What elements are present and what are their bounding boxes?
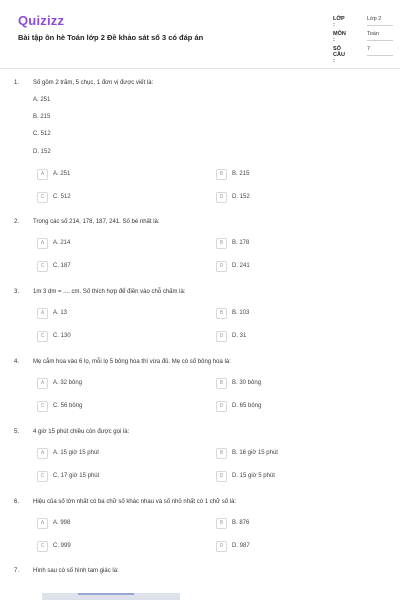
listed-option: A. 251 (33, 97, 51, 103)
option-letter-box: C (37, 192, 48, 203)
option-text: B. 103 (232, 310, 250, 316)
question-number: 6. (14, 499, 20, 505)
question-text: Trong các số 214, 178, 187, 241. Số bé nhất là: (33, 219, 160, 225)
meta-subject-underline (367, 40, 393, 41)
option-text: A. 998 (53, 520, 71, 526)
listed-option: D. 152 (33, 149, 51, 155)
question-text: 4 giờ 15 phút chiều còn được gọi là: (33, 429, 130, 435)
triangle-figure-image (42, 593, 180, 600)
option-text: C. 130 (53, 333, 71, 339)
option-text: B. 16 giờ 15 phút (232, 450, 278, 456)
meta-count-label: SỐ CÂU : (333, 46, 345, 64)
meta-subject-label: MÔN : (333, 31, 346, 43)
listed-option: B. 215 (33, 114, 51, 120)
option-letter-box: B (216, 378, 227, 389)
figure-top-edge (78, 593, 134, 595)
question-number: 7. (14, 568, 20, 574)
question-text: Số gồm 2 trăm, 5 chục, 1 đơn vị được viết là: (33, 80, 154, 86)
option-text: C. 56 bông (53, 403, 83, 409)
option-text: D. 65 bông (232, 403, 262, 409)
option-letter-box: A (37, 518, 48, 529)
question-number: 3. (14, 289, 20, 295)
worksheet-title: Bài tập ôn hè Toán lớp 2 Đề khảo sát số 3 có đáp án (18, 33, 204, 42)
meta-class-label: LỚP : (333, 16, 345, 28)
option-text: D. 987 (232, 543, 250, 549)
option-text: D. 31 (232, 333, 247, 339)
option-text: C. 17 giờ 15 phút (53, 473, 100, 479)
option-text: A. 13 (53, 310, 68, 316)
option-letter-box: D (216, 541, 227, 552)
option-text: A. 32 bông (53, 380, 83, 386)
option-letter-box: C (37, 541, 48, 552)
question-number: 4. (14, 359, 20, 365)
option-text: C. 999 (53, 543, 71, 549)
option-text: B. 30 bông (232, 380, 262, 386)
option-letter-box: C (37, 261, 48, 272)
option-letter-box: A (37, 448, 48, 459)
quizizz-logo: Quizizz (18, 13, 65, 28)
worksheet-header (0, 0, 400, 69)
option-text: B. 876 (232, 520, 250, 526)
option-letter-box: A (37, 238, 48, 249)
option-text: D. 241 (232, 263, 250, 269)
option-letter-box: A (37, 169, 48, 180)
option-text: A. 15 giờ 15 phút (53, 450, 99, 456)
question-number: 2. (14, 219, 20, 225)
question-number: 5. (14, 429, 20, 435)
meta-subject-value: Toán (367, 31, 379, 37)
option-letter-box: B (216, 169, 227, 180)
option-letter-box: B (216, 518, 227, 529)
option-text: A. 251 (53, 171, 71, 177)
question-text: Hiệu của số lớn nhất có ba chữ số khác nhau và số nhỏ nhất có 1 chữ số là: (33, 499, 237, 505)
option-letter-box: D (216, 261, 227, 272)
option-text: B. 215 (232, 171, 250, 177)
option-letter-box: D (216, 471, 227, 482)
option-letter-box: D (216, 331, 227, 342)
option-text: C. 512 (53, 194, 71, 200)
meta-class-underline (367, 25, 393, 26)
meta-class-value: Lớp 2 (367, 16, 382, 22)
option-letter-box: C (37, 331, 48, 342)
option-text: A. 214 (53, 240, 71, 246)
option-letter-box: B (216, 238, 227, 249)
meta-count-value: 7 (367, 46, 371, 52)
question-text: 1m 3 dm = .... cm. Số thích hợp để điền vào chỗ chấm là: (33, 289, 186, 295)
question-number: 1. (14, 80, 20, 86)
listed-option: C. 512 (33, 131, 51, 137)
option-letter-box: A (37, 378, 48, 389)
option-letter-box: B (216, 308, 227, 319)
option-letter-box: C (37, 471, 48, 482)
question-text: Hình sau có số hình tam giác là: (33, 568, 119, 574)
option-letter-box: A (37, 308, 48, 319)
option-text: B. 178 (232, 240, 250, 246)
option-text: D. 15 giờ 5 phút (232, 473, 275, 479)
option-text: D. 152 (232, 194, 250, 200)
question-text: Mẹ cắm hoa vào 6 lọ, mỗi lọ 5 bông hoa thì vừa đủ. Mẹ có số bông hoa là: (33, 359, 231, 365)
option-letter-box: D (216, 401, 227, 412)
option-text: C. 187 (53, 263, 71, 269)
option-letter-box: D (216, 192, 227, 203)
option-letter-box: B (216, 448, 227, 459)
option-letter-box: C (37, 401, 48, 412)
meta-count-underline (367, 55, 393, 56)
